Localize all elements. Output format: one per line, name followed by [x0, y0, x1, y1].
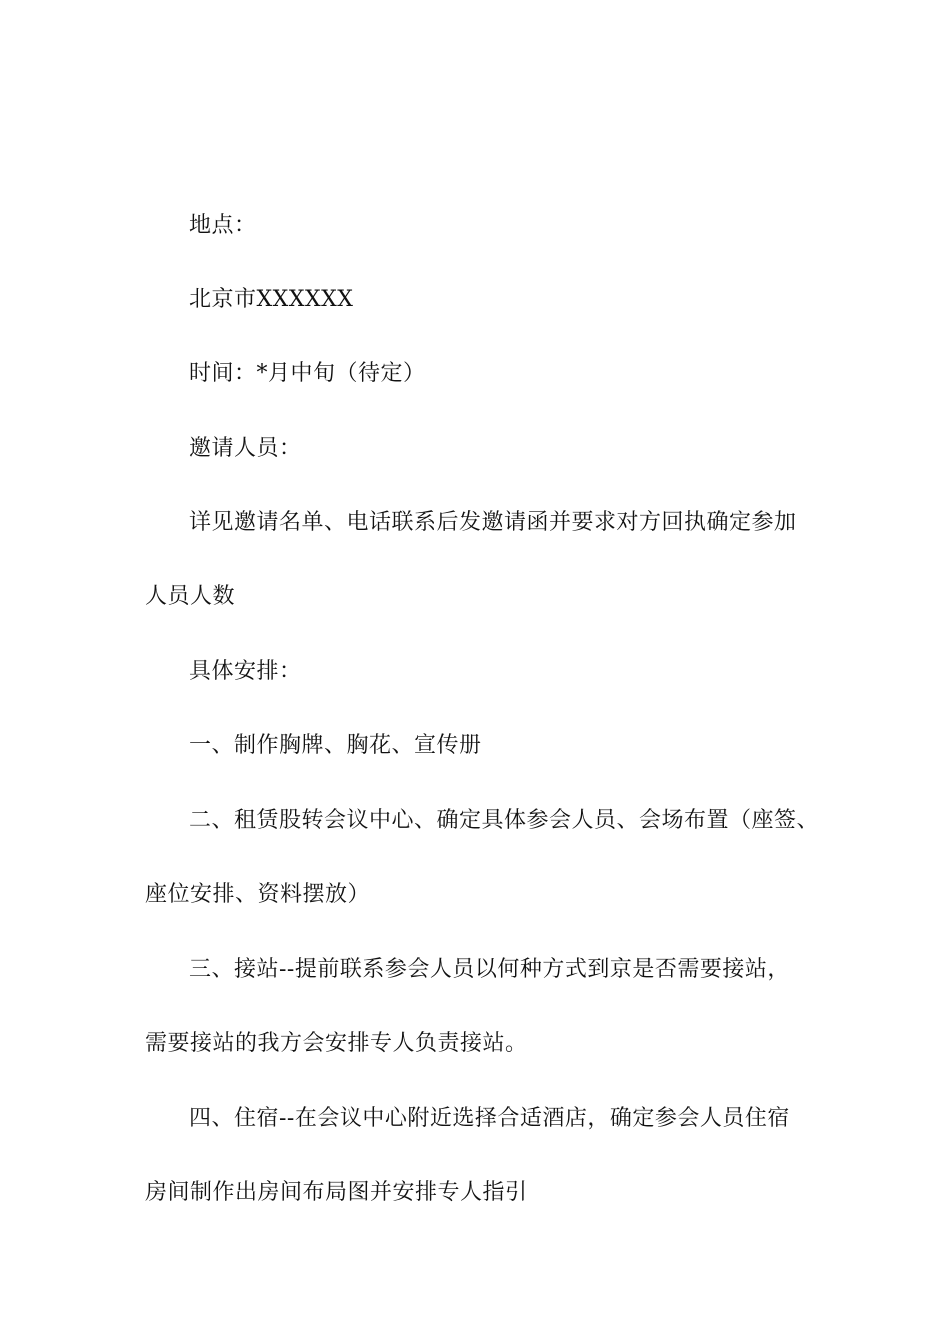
invitees-detail-line-2: 人员人数 — [145, 584, 236, 609]
invitees-label: 邀请人员： — [189, 436, 302, 461]
arrangement-item-1: 一、制作胸牌、胸花、宣传册 — [189, 733, 482, 758]
invitees-detail-line-1: 详见邀请名单、电话联系后发邀请函并要求对方回执确定参加 — [189, 510, 797, 535]
time-line: 时间：*月中旬（待定） — [189, 361, 426, 386]
arrangement-item-2-line-1: 二、租赁股转会议中心、确定具体参会人员、会场布置（座签、 — [189, 808, 820, 833]
arrangement-item-4-line-1: 四、住宿--在会议中心附近选择合适酒店，确定参会人员住宿 — [189, 1106, 790, 1131]
arrangements-label: 具体安排： — [189, 659, 302, 684]
location-value: 北京市XXXXXX — [189, 287, 354, 312]
location-label: 地点： — [189, 213, 257, 238]
arrangement-item-2-line-2: 座位安排、资料摆放） — [145, 882, 371, 907]
arrangement-item-3-line-2: 需要接站的我方会安排专人负责接站。 — [145, 1031, 528, 1056]
arrangement-item-4-line-2: 房间制作出房间布局图并安排专人指引 — [145, 1180, 528, 1205]
arrangement-item-3-line-1: 三、接站--提前联系参会人员以何种方式到京是否需要接站， — [189, 957, 790, 982]
